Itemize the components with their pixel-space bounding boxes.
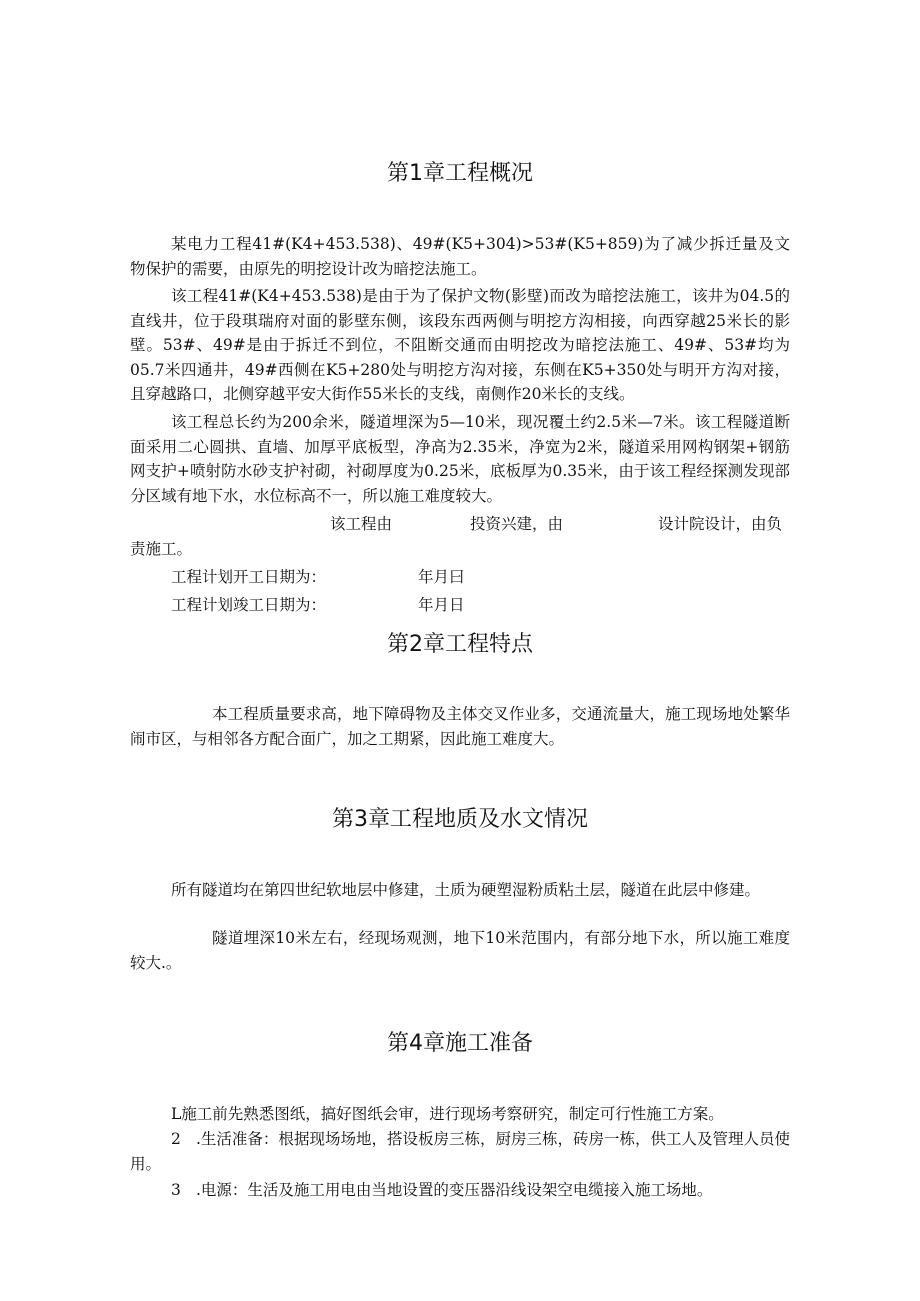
owner-text: 该工程由 (330, 515, 393, 533)
preparation-item-3: .电源：生活及施工用电由当地设置的变压器沿线设架空电缆接入施工场地。 (196, 1181, 713, 1199)
chapter-1-paragraph-1: 某电力工程41#(K4+453.538)、49#(K5+304)>53#(K5+859)为了减少拆迁量及文物保护的需要，由原先的明挖设计改为暗挖法施工。 (130, 235, 790, 278)
chapter-1-paragraph-2: 该工程41#(K4+453.538)是由于为了保护文物(影壁)而改为暗挖法施工，该井为04.5的直线井，位于段琪瑞府对面的影壁东侧，该段东西两侧与明挖方沟相接，向西穿越25米长的影壁。53#、49#是由于拆迁不到位，不阻断交通而由明挖改为暗挖法施工、49#、53#均为05.7米四通井，49#西侧在K5+280处与明挖方沟对接，东侧在K5+350处与明开方沟对接，且穿越路口，北侧穿越平安大街作55米长的支线，南侧作20米长的支线。 (130, 287, 790, 403)
chapter-2-title: 第2章工程特点 (387, 632, 533, 657)
designer-text: 设计院设计，由负 (658, 515, 783, 533)
chapter-3-title: 第3章工程地质及水文情况 (332, 807, 588, 832)
start-date-label: 工程计划开工日期为： (171, 568, 327, 586)
end-date-label: 工程计划竣工日期为： (171, 596, 327, 614)
chapter-2-paragraph-1: 本工程质量要求高，地下障碍物及主体交叉作业多，交通流量大，施工现场地处繁华闹市区，与相邻各方配合面广，加之工期紧，因此施工难度大。 (130, 705, 790, 748)
contractor-text: 责施工。 (130, 540, 193, 558)
preparation-item-1: L施工前先熟悉图纸，搞好图纸会审，进行现场考察研究，制定可行性施工方案。 (171, 1105, 724, 1123)
chapter-1-paragraph-3: 该工程总长约为200余米，隧道埋深为5—10米，现况覆土约2.5米—7米。该工程隧道断面采用二心圆拱、直墙、加厚平底板型，净高为2.35米，净宽为2米，隧道采用网构钢架+钢筋网支护+喷射防水砂支护衬砌，衬砌厚度为0.25米，底板厚为0.35米，由于该工程经探测发现部分区域有地下水，水位标高不一，所以施工难度较大。 (130, 413, 790, 505)
chapter-4-title: 第4章施工准备 (387, 1031, 533, 1056)
preparation-item-2: .生活准备：根据现场场地，搭设板房三栋，厨房三栋，砖房一栋，供工人及管理人员使用。 (130, 1130, 790, 1173)
chapter-3-paragraph-1: 所有隧道均在第四世纪软地层中修建，土质为硬塑湿粉质粘土层，隧道在此层中修建。 (171, 881, 761, 899)
chapter-1-title: 第1章工程概况 (387, 161, 533, 186)
preparation-item-3-number: 3 (171, 1181, 181, 1199)
chapter-3-paragraph-2: 隧道埋深10米左右，经现场观测，地下10米范围内，有部分地下水，所以施工难度较大.。 (130, 929, 790, 972)
end-date-value: 年月日 (418, 596, 465, 614)
start-date-value: 年月曰 (418, 568, 465, 586)
investor-text: 投资兴建，由 (470, 515, 564, 533)
preparation-item-2-number: 2 (171, 1130, 181, 1148)
